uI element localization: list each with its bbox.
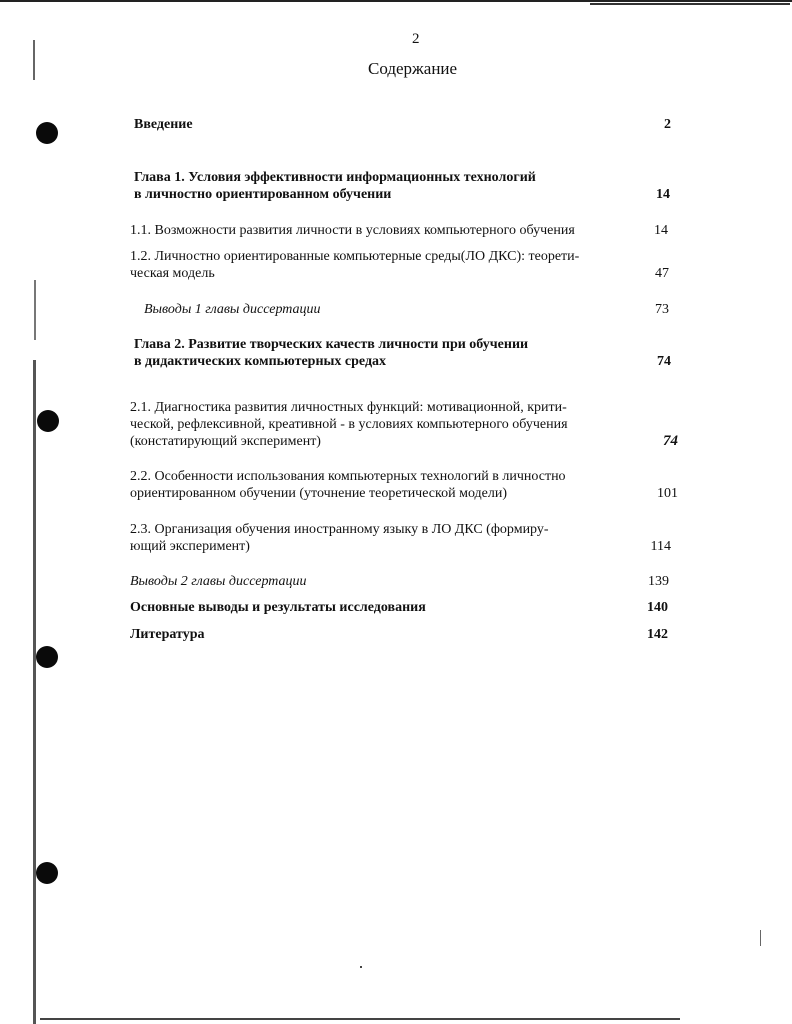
toc-entry-page: 14 [656,187,670,202]
scan-edge-left-upper [33,40,35,80]
toc-entry-page: 101 [657,486,678,501]
toc-entry-page: 114 [650,539,671,554]
toc-entry-text: ческой, рефлексивной, креативной - в условиях компьютерного обучения [130,417,568,432]
punch-hole-1 [36,122,58,144]
page-title: Содержание [368,59,458,78]
scan-edge-right [760,930,761,946]
toc-entry-text: (констатирующий эксперимент) [130,434,321,449]
toc-entry-page: 2 [664,117,671,132]
toc-entry-text: Выводы 1 главы диссертации [144,302,321,317]
scan-edge-bottom [40,1018,680,1020]
scan-edge-left [33,360,36,1024]
toc-entry-page: 142 [647,627,668,642]
toc-entry-text: ческая модель [130,266,215,281]
scan-edge-top-right [590,3,790,5]
toc-entry-text: Литература [130,627,205,642]
toc-entry-text: 1.1. Возможности развития личности в условиях компьютерного обучения [130,223,575,238]
toc-entry-text: в дидактических компьютерных средах [134,354,387,369]
toc-entry-text: ющий эксперимент) [130,539,250,554]
punch-hole-4 [36,862,58,884]
toc-entry-text: 2.1. Диагностика развития личностных функций: мотивационной, крити- [130,400,567,415]
toc-entry-text: Глава 2. Развитие творческих качеств личности при обучении [134,337,529,352]
toc-entry-text: ориентированном обучении (уточнение теоретической модели) [130,486,508,501]
toc-entry-text: Введение [134,117,193,132]
toc-entry-page: 74 [657,354,671,369]
toc-entry-page: 73 [655,302,669,317]
punch-hole-2 [37,410,59,432]
toc-entry-page: 140 [647,600,668,615]
scan-edge-top [0,0,792,2]
toc-entry-text: Выводы 2 главы диссертации [130,574,307,589]
toc-entry-page: 74 [663,433,678,449]
toc-entry-text: Основные выводы и результаты исследования [130,600,426,615]
toc-entry-page: 47 [655,266,669,281]
toc-entry-text: 2.3. Организация обучения иностранному языку в ЛО ДКС (формиру- [130,522,549,537]
toc-entry-page: 14 [654,223,668,238]
scan-speck [360,966,362,968]
toc-entry-page: 139 [648,574,669,589]
toc-entry-text: 1.2. Личностно ориентированные компьютерные среды(ЛО ДКС): теорети- [130,249,580,264]
punch-hole-3 [36,646,58,668]
toc-entry-text: Глава 1. Условия эффективности информационных технологий [134,170,536,185]
page-number: 2 [412,31,420,47]
toc-entry-text: в личностно ориентированном обучении [134,187,392,202]
toc-entry-text: 2.2. Особенности использования компьютерных технологий в личностно [130,469,566,484]
scan-edge-left-mid [34,280,36,340]
